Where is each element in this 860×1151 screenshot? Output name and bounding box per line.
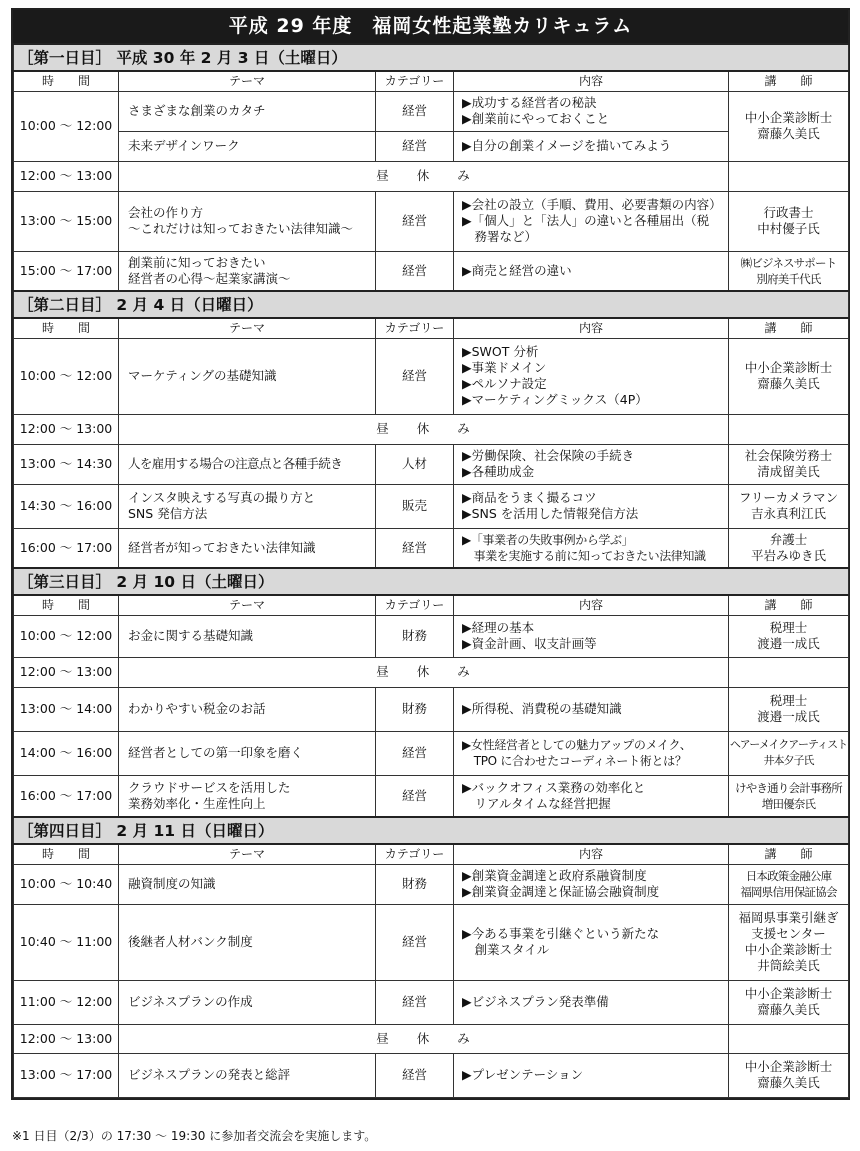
table-row [14, 687, 849, 731]
session-content: ▶プレゼンテーション [454, 1053, 729, 1097]
session-lecturer: 中小企業診断士 齋藤久美氏 [729, 338, 849, 414]
table-row [14, 131, 849, 161]
session-category: 財務 [376, 864, 454, 904]
session-time: 10:40 ～ 11:00 [14, 904, 119, 980]
session-theme: マーケティングの基礎知識 [119, 338, 376, 414]
header-content: 内容 [454, 318, 729, 338]
lunch-label: 昼 休 み [119, 414, 729, 444]
header-time: 時 間 [14, 595, 119, 615]
session-category: 販売 [376, 484, 454, 528]
session-category: 経営 [376, 338, 454, 414]
table-row [14, 904, 849, 980]
table-row [14, 338, 849, 414]
session-theme: クラウドサービスを活用した 業務効率化・生産性向上 [119, 775, 376, 817]
session-theme: インスタ映えする写真の撮り方と SNS 発信方法 [119, 484, 376, 528]
column-header-row [14, 595, 849, 615]
session-content: ▶経理の基本 ▶資金計画、収支計画等 [454, 615, 729, 657]
footnote: ※1 日目（2/3）の 17:30 〜 19:30 に参加者交流会を実施します。 [12, 1129, 377, 1143]
day-label: ［第二日目］ 2 月 4 日（日曜日） [14, 291, 849, 318]
session-time: 13:00 ～ 14:30 [14, 444, 119, 484]
session-content: ▶創業資金調達と政府系融資制度 ▶創業資金調達と保証協会融資制度 [454, 864, 729, 904]
header-theme: テーマ [119, 844, 376, 864]
session-category: 経営 [376, 91, 454, 131]
session-lecturer: 日本政策金融公庫 福岡県信用保証協会 [729, 864, 849, 904]
table-row [14, 864, 849, 904]
curriculum-sheet [11, 8, 850, 1100]
session-lecturer: 中小企業診断士 齋藤久美氏 [729, 980, 849, 1024]
column-header-row [14, 71, 849, 91]
day-header-1 [14, 44, 849, 71]
session-theme: 後継者人材バンク制度 [119, 904, 376, 980]
session-time: 13:00 ～ 15:00 [14, 191, 119, 251]
session-lecturer: 社会保険労務士 清成留美氏 [729, 444, 849, 484]
day-label: ［第三日目］ 2 月 10 日（土曜日） [14, 568, 849, 595]
session-time: 12:00 ～ 13:00 [14, 1024, 119, 1053]
column-header-row [14, 844, 849, 864]
lunch-row [14, 657, 849, 687]
session-category: 経営 [376, 904, 454, 980]
session-category: 人材 [376, 444, 454, 484]
session-lecturer: 中小企業診断士 齋藤久美氏 [729, 1053, 849, 1097]
session-time: 12:00 ～ 13:00 [14, 161, 119, 191]
header-lecturer: 講 師 [729, 595, 849, 615]
table-row [14, 775, 849, 817]
session-content: ▶バックオフィス業務の効率化と リアルタイムな経営把握 [454, 775, 729, 817]
session-time: 10:00 ～ 12:00 [14, 338, 119, 414]
session-lecturer: 弁護士 平岩みゆき氏 [729, 528, 849, 568]
table-row [14, 484, 849, 528]
lunch-label: 昼 休 み [119, 1024, 729, 1053]
session-category: 経営 [376, 1053, 454, 1097]
lunch-label: 昼 休 み [119, 657, 729, 687]
session-content: ▶成功する経営者の秘訣 ▶創業前にやっておくこと [454, 91, 729, 131]
session-theme: 融資制度の知識 [119, 864, 376, 904]
session-time: 12:00 ～ 13:00 [14, 414, 119, 444]
column-header-row [14, 318, 849, 338]
session-theme: お金に関する基礎知識 [119, 615, 376, 657]
session-content: ▶自分の創業イメージを描いてみよう [454, 131, 729, 161]
table-row [14, 615, 849, 657]
session-time: 16:00 ～ 17:00 [14, 528, 119, 568]
session-category: 財務 [376, 615, 454, 657]
header-time: 時 間 [14, 71, 119, 91]
session-content: ▶商品をうまく撮るコツ ▶SNS を活用した情報発信方法 [454, 484, 729, 528]
session-lecturer: 行政書士 中村優子氏 [729, 191, 849, 251]
session-lecturer: 中小企業診断士 齋藤久美氏 [729, 91, 849, 161]
session-time: 13:00 ～ 17:00 [14, 1053, 119, 1097]
session-lecturer: 税理士 渡邉一成氏 [729, 687, 849, 731]
session-time: 10:00 ～ 12:00 [14, 91, 119, 161]
header-theme: テーマ [119, 318, 376, 338]
session-time: 10:00 ～ 12:00 [14, 615, 119, 657]
session-content: ▶所得税、消費税の基礎知識 [454, 687, 729, 731]
lunch-label: 昼 休 み [119, 161, 729, 191]
session-theme: 会社の作り方 ～これだけは知っておきたい法律知識～ [119, 191, 376, 251]
session-lecturer: 福岡県事業引継ぎ 支援センター 中小企業診断士 井筒絵美氏 [729, 904, 849, 980]
session-time: 14:00 ～ 16:00 [14, 731, 119, 775]
table-row [14, 444, 849, 484]
header-content: 内容 [454, 595, 729, 615]
session-content: ▶商売と経営の違い [454, 251, 729, 291]
header-time: 時 間 [14, 318, 119, 338]
day-label: ［第四日目］ 2 月 11 日（日曜日） [14, 817, 849, 844]
session-category: 経営 [376, 775, 454, 817]
table-row [14, 528, 849, 568]
header-theme: テーマ [119, 595, 376, 615]
curriculum-table [13, 43, 849, 1098]
session-theme: ビジネスプランの発表と総評 [119, 1053, 376, 1097]
session-time: 15:00 ～ 17:00 [14, 251, 119, 291]
table-row [14, 1053, 849, 1097]
session-time: 10:00 ～ 10:40 [14, 864, 119, 904]
session-theme: 創業前に知っておきたい 経営者の心得～起業家講演～ [119, 251, 376, 291]
session-time: 16:00 ～ 17:00 [14, 775, 119, 817]
header-time: 時 間 [14, 844, 119, 864]
session-category: 経営 [376, 251, 454, 291]
session-content: ▶今ある事業を引継ぐという新たな 創業スタイル [454, 904, 729, 980]
session-content: ▶女性経営者としての魅力アップのメイク、 TPO に合わせたコーディネート術とは？ [454, 731, 729, 775]
table-row [14, 91, 849, 131]
header-category: カテゴリー [376, 71, 454, 91]
session-content: ▶労働保険、社会保険の手続き ▶各種助成金 [454, 444, 729, 484]
session-time: 12:00 ～ 13:00 [14, 657, 119, 687]
day-header-2 [14, 291, 849, 318]
page-title: 平成 29 年度 福岡女性起業塾カリキュラム [13, 10, 848, 43]
day-label: ［第一日目］ 平成 30 年 2 月 3 日（土曜日） [14, 44, 849, 71]
session-lecturer: ヘアーメイクアーティスト 井本夕子氏 [729, 731, 849, 775]
session-category: 財務 [376, 687, 454, 731]
table-row [14, 731, 849, 775]
session-theme: 経営者が知っておきたい法律知識 [119, 528, 376, 568]
session-theme: さまざまな創業のカタチ [119, 91, 376, 131]
day-header-3 [14, 568, 849, 595]
session-lecturer: 税理士 渡邉一成氏 [729, 615, 849, 657]
session-content: ▶会社の設立（手順、費用、必要書類の内容） ▶「個人」と「法人」の違いと各種届出（税 務署など） [454, 191, 729, 251]
header-category: カテゴリー [376, 844, 454, 864]
day-header-4 [14, 817, 849, 844]
session-lecturer: けやき通り会計事務所 増田優奈氏 [729, 775, 849, 817]
session-theme: ビジネスプランの作成 [119, 980, 376, 1024]
lunch-row [14, 1024, 849, 1053]
session-content: ▶SWOT 分析 ▶事業ドメイン ▶ペルソナ設定 ▶マーケティングミックス（4P） [454, 338, 729, 414]
table-row [14, 191, 849, 251]
session-time: 13:00 ～ 14:00 [14, 687, 119, 731]
session-theme: 経営者としての第一印象を磨く [119, 731, 376, 775]
header-lecturer: 講 師 [729, 844, 849, 864]
session-lecturer: ㈱ビジネスサポート 別府美千代氏 [729, 251, 849, 291]
table-row [14, 251, 849, 291]
session-category: 経営 [376, 980, 454, 1024]
session-theme: 人を雇用する場合の注意点と各種手続き [119, 444, 376, 484]
lunch-row [14, 161, 849, 191]
session-category: 経営 [376, 731, 454, 775]
session-theme: 未来デザインワーク [119, 131, 376, 161]
session-time: 14:30 ～ 16:00 [14, 484, 119, 528]
table-row [14, 980, 849, 1024]
header-theme: テーマ [119, 71, 376, 91]
session-content: ▶「事業者の失敗事例から学ぶ」 事業を実施する前に知っておきたい法律知識 [454, 528, 729, 568]
header-lecturer: 講 師 [729, 71, 849, 91]
session-lecturer: フリーカメラマン 吉永真利江氏 [729, 484, 849, 528]
header-category: カテゴリー [376, 595, 454, 615]
header-lecturer: 講 師 [729, 318, 849, 338]
lunch-row [14, 414, 849, 444]
session-category: 経営 [376, 191, 454, 251]
session-theme: わかりやすい税金のお話 [119, 687, 376, 731]
session-category: 経営 [376, 131, 454, 161]
header-content: 内容 [454, 71, 729, 91]
session-category: 経営 [376, 528, 454, 568]
header-content: 内容 [454, 844, 729, 864]
session-time: 11:00 ～ 12:00 [14, 980, 119, 1024]
header-category: カテゴリー [376, 318, 454, 338]
session-content: ▶ビジネスプラン発表準備 [454, 980, 729, 1024]
